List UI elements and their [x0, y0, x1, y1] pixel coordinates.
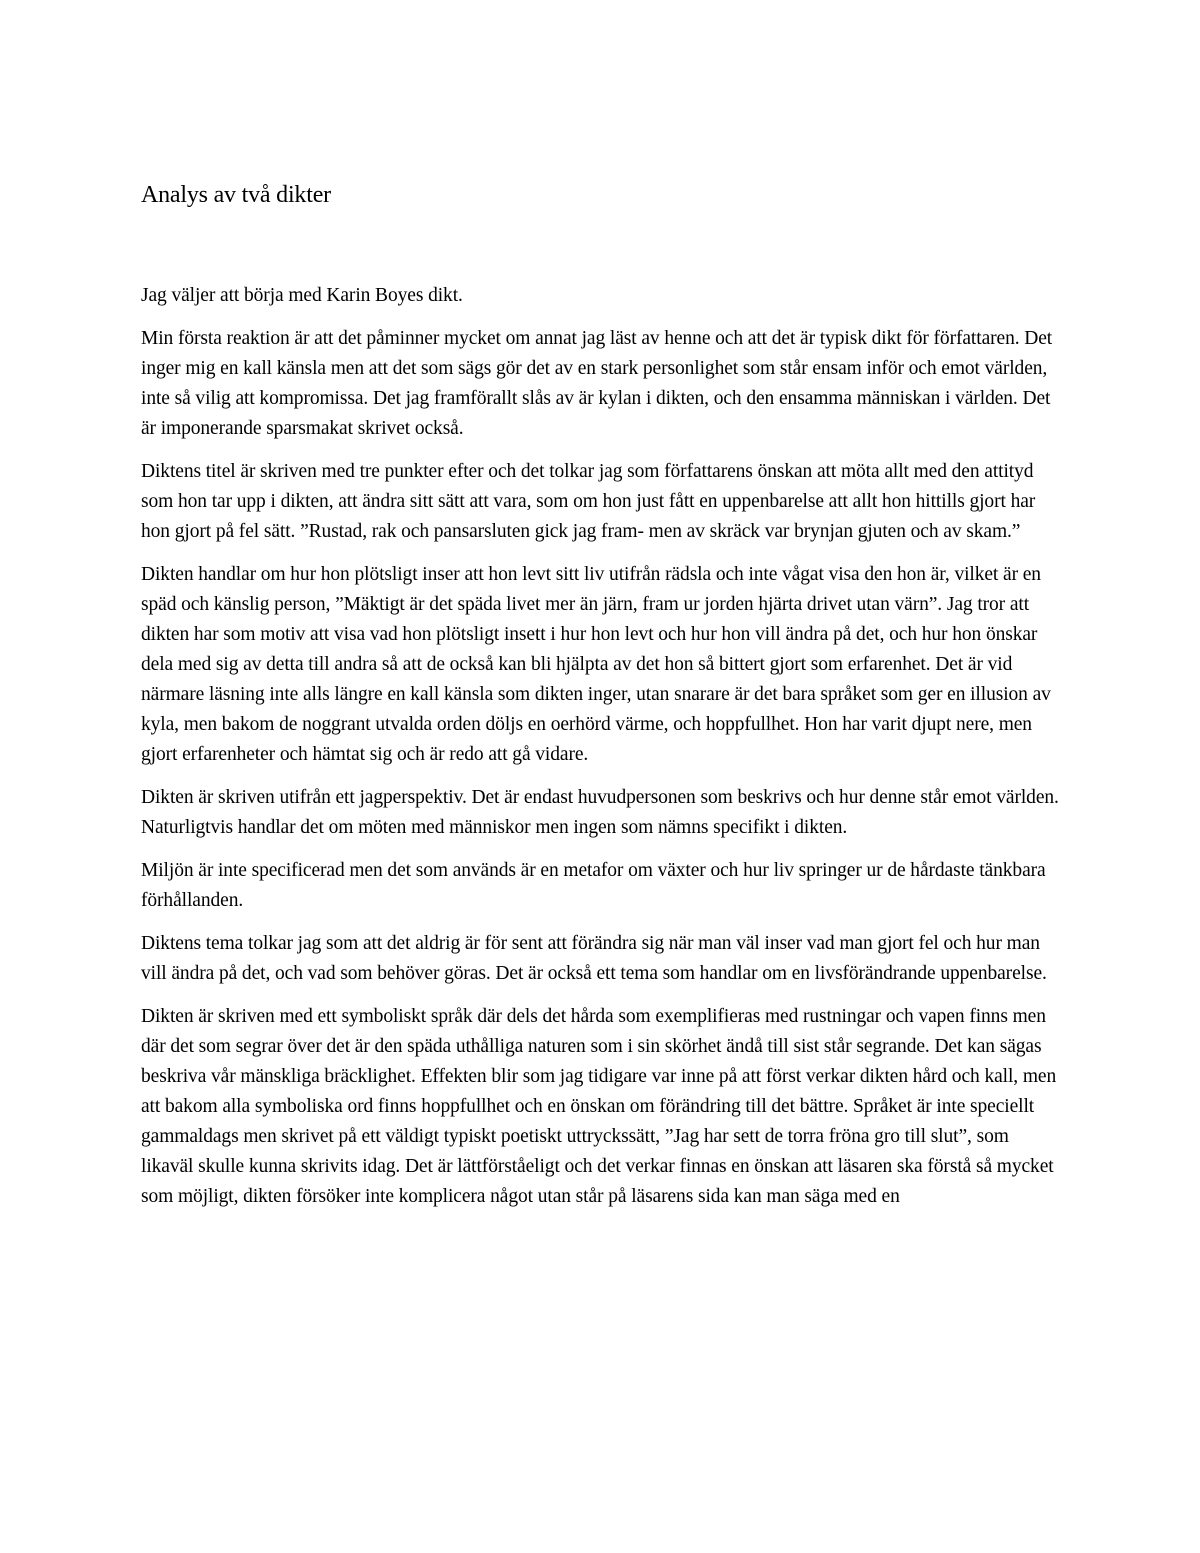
document-body — [141, 178, 1063, 1225]
paragraph-content-motive: Dikten handlar om hur hon plötsligt inser att hon levt sitt liv utifrån rädsla och inte vågat visa den hon är, vilket är en späd och känslig person, ”Mäktigt är det späda livet mer än järn, fram ur jorden hjärta drivet utan värn”. Jag tror att dikten har som motiv att visa vad hon plötsligt insett i hur hon levt och hur hon vill ändra på det, och hur hon önskar dela med sig av detta till andra så att de också kan bli hjälpta av det hon så bittert gjort som erfarenhet. Det är vid närmare läsning inte alls längre en kall känsla som dikten inger, utan snarare är det bara språket som ger en illusion av kyla, men bakom de noggrant utvalda orden döljs en oerhörd värme, och hoppfullhet. Hon har varit djupt nere, men gjort erfarenheter och hämtat sig och är redo att gå vidare. — [141, 564, 1051, 765]
paragraph-first-reaction: Min första reaktion är att det påminner mycket om annat jag läst av henne och att det är typisk dikt för författaren. Det inger mig en kall känsla men att det som sägs gör det av en stark personlighet som står ensam inför och emot världen, inte så vilig att kompromissa. Det jag framförallt slås av är kylan i dikten, och den ensamma människan i världen. Det är imponerande sparsmakat skrivet också. — [141, 328, 1053, 439]
paragraph-title-analysis: Diktens titel är skriven med tre punkter efter och det tolkar jag som författarens önskan att möta allt med den attityd som hon tar upp i dikten, att ändra sitt sätt att vara, som om hon just fått en uppenbarelse att allt hon hittills gjort har hon gjort på fel sätt. ”Rustad, rak och pansarsluten gick jag fram- men av skräck var brynjan gjuten och av skam.” — [141, 461, 1036, 542]
document-title: Analys av två dikter — [141, 182, 331, 208]
paragraph-intro: Jag väljer att börja med Karin Boyes dikt. — [141, 285, 463, 306]
paragraph-setting: Miljön är inte specificerad men det som används är en metafor om växter och hur liv springer ur de hårdaste tänkbara förhållanden. — [141, 860, 1046, 911]
paragraph-language: Dikten är skriven med ett symboliskt språk där dels det hårda som exemplifieras med rustningar och vapen finns men där det som segrar över det är den späda uthålliga naturen som i sin skörhet ändå till sist står segrande. Det kan sägas beskriva vår mänskliga bräcklighet. Effekten blir som jag tidigare var inne på att först verkar dikten hård och kall, men att bakom alla symboliska ord finns hoppfullhet och en önskan om förändring till det bättre. Språket är inte speciellt gammaldags men skrivet på ett väldigt typiskt poetiskt uttryckssätt, ”Jag har sett de torra fröna gro till slut”, som likaväl skulle kunna skrivits idag. Det är lättförståeligt och det verkar finnas en önskan att läsaren ska förstå så mycket som möjligt, dikten försöker inte komplicera något utan står på läsarens sida kan man säga med en — [141, 1006, 1057, 1207]
paragraph-theme: Diktens tema tolkar jag som att det aldrig är för sent att förändra sig när man väl inser vad man gjort fel och hur man vill ändra på det, och vad som behöver göras. Det är också ett tema som handlar om en livsförändrande uppenbarelse. — [141, 933, 1047, 984]
paragraph-perspective: Dikten är skriven utifrån ett jagperspektiv. Det är endast huvudpersonen som beskrivs och hur denne står emot världen. Naturligtvis handlar det om möten med människor men ingen som nämns specifikt i dikten. — [141, 787, 1059, 838]
